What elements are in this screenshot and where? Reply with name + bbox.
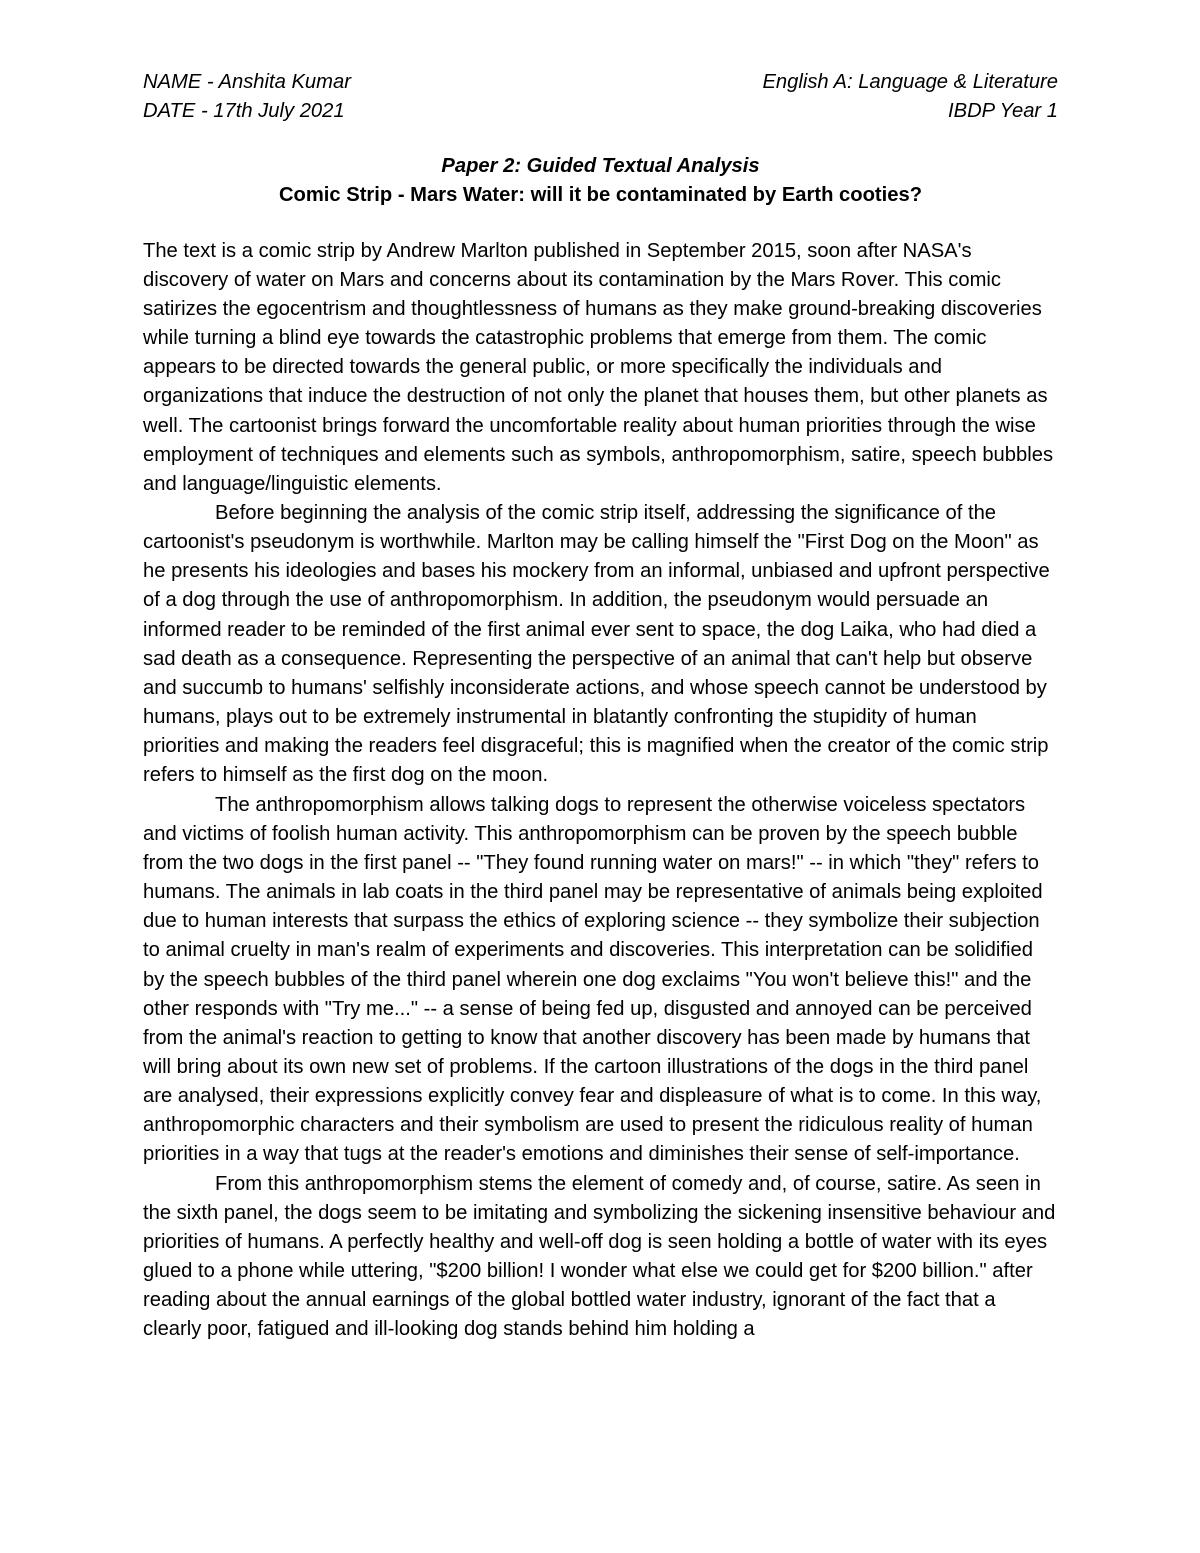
paper-title: Paper 2: Guided Textual Analysis xyxy=(441,155,760,178)
title-block xyxy=(143,152,1058,210)
header-row-2 xyxy=(143,97,1058,126)
paragraph-2: Before beginning the analysis of the comic strip itself, addressing the significance of the cartoonist's pseudonym is worthwhile. Marlton may be calling himself the "First Dog on the Moon" as he presents his ideologies and bases his mockery from an informal, unbiased and upfront perspective of a dog through the use of anthropomorphism. In addition, the pseudonym would persuade an informed reader to be reminded of the first animal ever sent to space, the dog Laika, who had died a sad death as a consequence. Representing the perspective of an animal that can't help but observe and succumb to humans' selfishly inconsiderate actions, and whose speech cannot be understood by humans, plays out to be extremely instrumental in blatantly confronting the stupidity of human priorities and making the readers feel disgraceful; this is magnified when the creator of the comic strip refers to himself as the first dog on the moon. xyxy=(143,502,1050,787)
document-page xyxy=(143,68,1058,1345)
document-date: DATE - 17th July 2021 xyxy=(143,100,345,123)
comic-title: Comic Strip - Mars Water: will it be contaminated by Earth cooties? xyxy=(278,184,923,207)
paragraph-1: The text is a comic strip by Andrew Marlton published in September 2015, soon after NASA's discovery of water on Mars and concerns about its contamination by the Mars Rover. This comic satirizes the egocentrism and thoughtlessness of humans as they make ground-breaking discoveries while turning a blind eye towards the catastrophic problems that emerge from them. The comic appears to be directed towards the general public, or more specifically the individuals and organizations that induce the destruction of not only the planet that houses them, but other planets as well. The cartoonist brings forward the uncomfortable reality about human priorities through the wise employment of techniques and elements such as symbols, anthropomorphism, satire, speech bubbles and language/linguistic elements. xyxy=(143,239,1054,495)
program-year: IBDP Year 1 xyxy=(948,100,1058,123)
essay-body xyxy=(143,237,1058,1345)
paragraph-3: The anthropomorphism allows talking dogs to represent the otherwise voiceless spectators and victims of foolish human activity. This anthropomorphism can be proven by the speech bubble from the two dogs in the first panel -- "They found running water on mars!" -- in which "they" refers to humans. The animals in lab coats in the third panel may be representative of animals being exploited due to human interests that surpass the ethics of exploring science -- they symbolize their subjection to animal cruelty in man's realm of experiments and discoveries. This interpretation can be solidified by the speech bubbles of the third panel wherein one dog exclaims "You won't believe this!" and the other responds with "Try me..." -- a sense of being fed up, disgusted and annoyed can be perceived from the animal's reaction to getting to know that another discovery has been made by humans that will bring about its own new set of problems. If the cartoon illustrations of the dogs in the third panel are analysed, their expressions explicitly convey fear and displeasure of what is to come. In this way, anthropomorphic characters and their symbolism are used to present the ridiculous reality of human priorities in a way that tugs at the reader's emotions and diminishes their sense of self-importance. xyxy=(143,793,1043,1166)
header-row-1 xyxy=(143,68,1058,97)
paragraph-4: From this anthropomorphism stems the element of comedy and, of course, satire. As seen in the sixth panel, the dogs seem to be imitating and symbolizing the sickening insensitive behaviour and priorities of humans. A perfectly healthy and well-off dog is seen holding a bottle of water with its eyes glued to a phone while uttering, "$200 billion! I wonder what else we could get for $200 billion." after reading about the annual earnings of the global bottled water industry, ignorant of the fact that a clearly poor, fatigued and ill-looking dog stands behind him holding a xyxy=(143,1172,1056,1341)
student-name: NAME - Anshita Kumar xyxy=(143,71,351,93)
subject-name: English A: Language & Literature xyxy=(762,71,1058,93)
